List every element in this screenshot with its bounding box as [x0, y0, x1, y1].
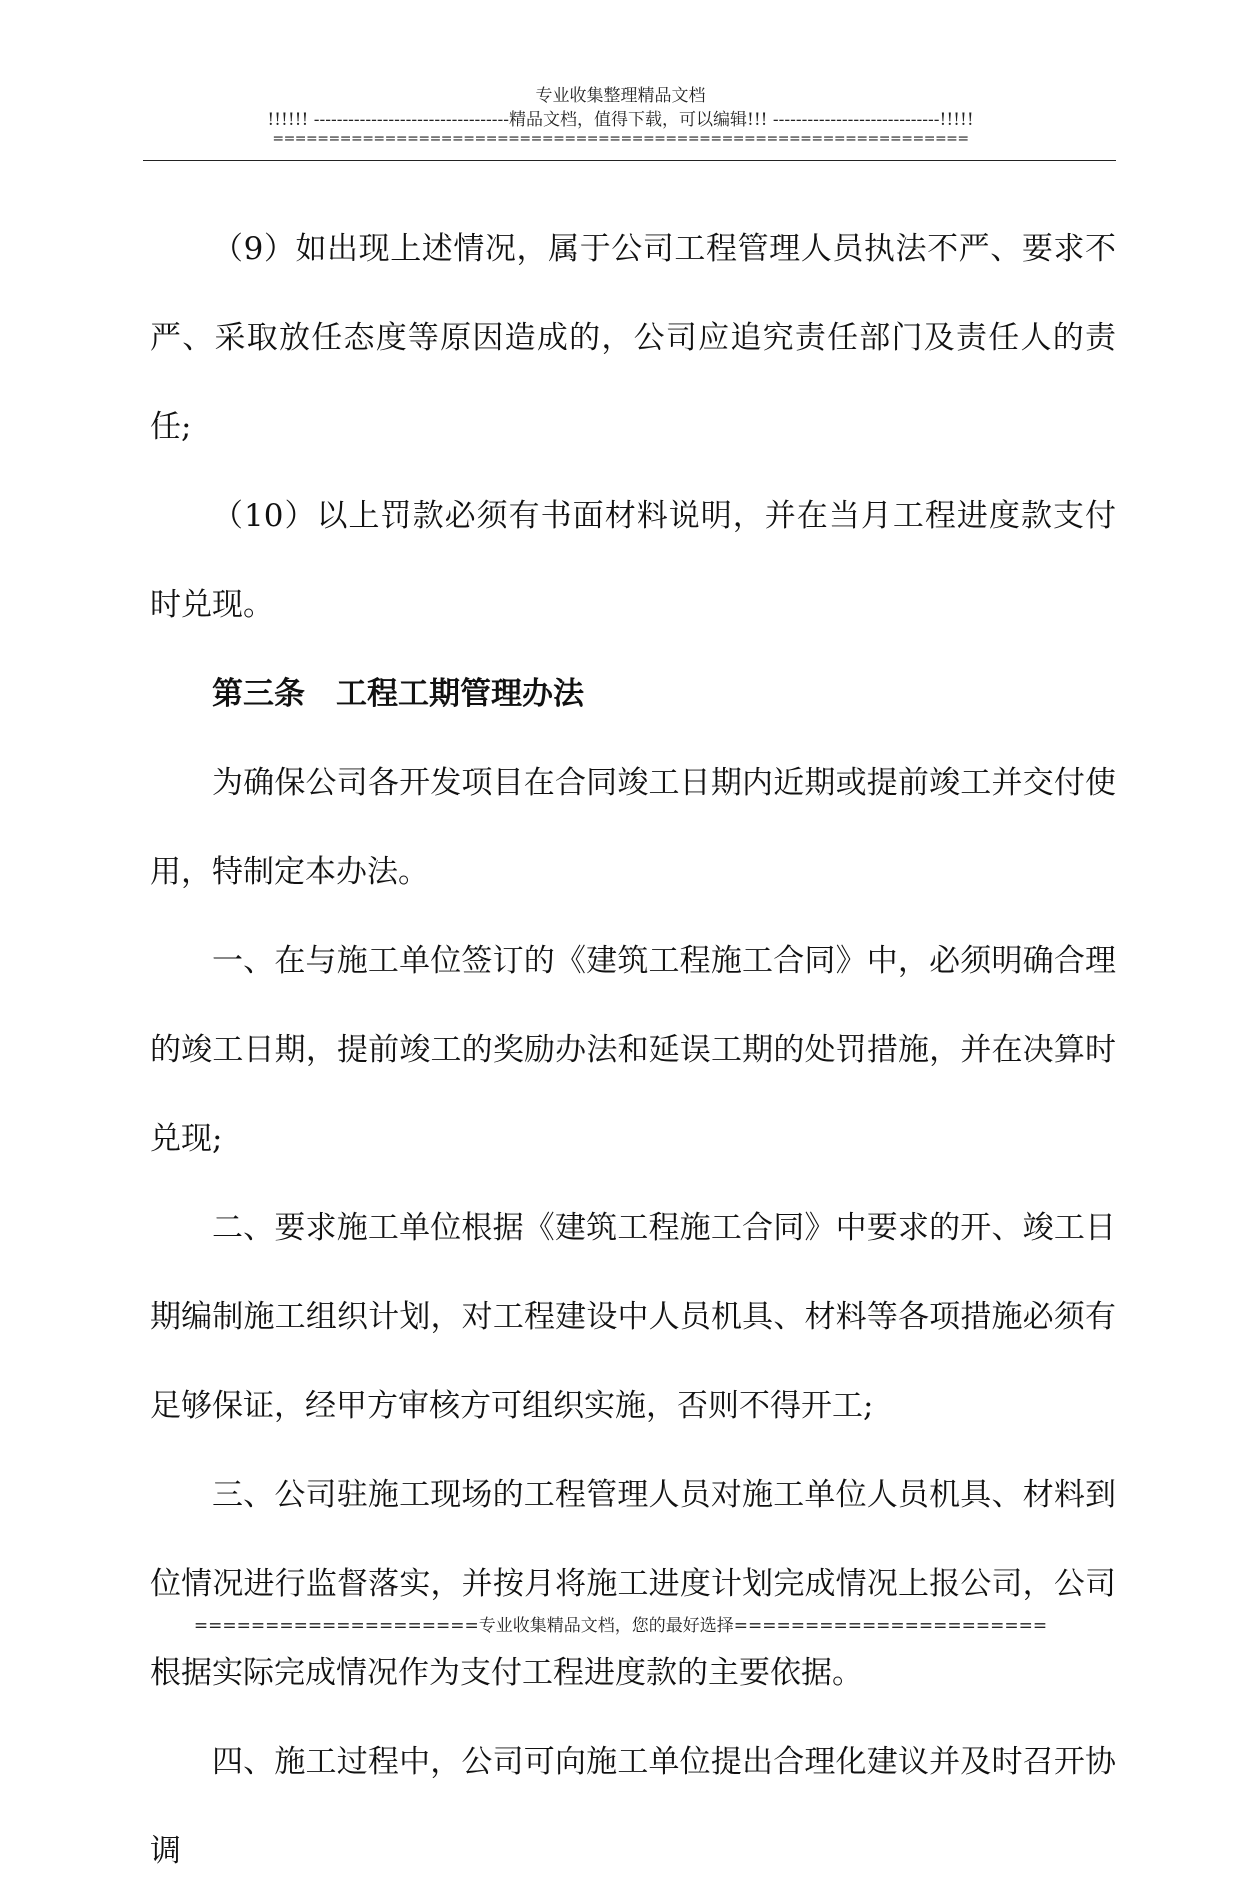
header-title: 专业收集整理精品文档: [535, 86, 706, 106]
paragraph-item-4: 四、施工过程中，公司可向施工单位提出合理化建议并及时召开协调: [150, 1744, 1116, 1869]
document-body: [150, 205, 1116, 1896]
paragraph-10: （10）以上罚款必须有书面材料说明，并在当月工程进度款支付时兑现。: [150, 498, 1116, 623]
page-footer: ====================专业收集精品文档，您的最好选择======================: [193, 1616, 1048, 1636]
paragraph-9: （9）如出现上述情况，属于公司工程管理人员执法不严、要求不严、采取放任态度等原因造成的，公司应追究责任部门及责任人的责任;: [150, 231, 1116, 445]
section-heading: 第三条 工程工期管理办法: [212, 676, 584, 712]
header-separator: ==============================================================: [272, 132, 969, 146]
page-header: [0, 84, 1241, 146]
header-rule: [143, 160, 1116, 161]
paragraph-item-3: 三、公司驻施工现场的工程管理人员对施工单位人员机具、材料到位情况进行监督落实，并按月将施工进度计划完成情况上报公司，公司根据实际完成情况作为支付工程进度款的主要依据。: [150, 1477, 1116, 1691]
paragraph-intro: 为确保公司各开发项目在合同竣工日期内近期或提前竣工并交付使用，特制定本办法。: [150, 765, 1116, 890]
paragraph-item-2: 二、要求施工单位根据《建筑工程施工合同》中要求的开、竣工日期编制施工组织计划，对工程建设中人员机具、材料等各项措施必须有足够保证，经甲方审核方可组织实施，否则不得开工;: [150, 1210, 1116, 1424]
paragraph-item-1: 一、在与施工单位签订的《建筑工程施工合同》中，必须明确合理的竣工日期，提前竣工的奖励办法和延误工期的处罚措施，并在决算时兑现;: [150, 943, 1116, 1157]
header-tagline: !!!!!! ----------------------------------精品文档，值得下载，可以编辑!!! -----------------------------!!!!!: [267, 110, 974, 130]
